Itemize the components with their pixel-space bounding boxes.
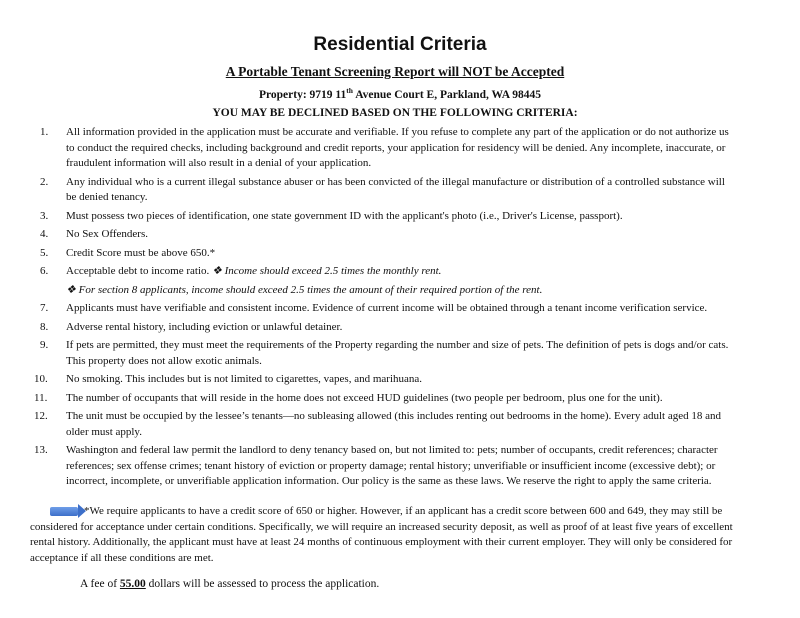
- section8-note: ❖ For section 8 applicants, income should exceed 2.5 times the amount of their required portion of the rent.: [66, 283, 543, 296]
- criteria-number: 12.: [34, 410, 48, 422]
- criteria-text: The unit must be occupied by the lessee’s tenants—no subleasing allowed (this includes renting out bedrooms in the home). Every adult aged 18 and older must apply.: [66, 410, 721, 438]
- fee-amount: 55.00: [119, 578, 146, 590]
- page-title: Residential Criteria: [313, 34, 487, 55]
- criteria-item: [0, 125, 800, 172]
- criteria-item: [0, 227, 800, 243]
- criteria-text: If pets are permitted, they must meet the requirements of the Property regarding the number and size of pets. The definition of pets is dogs and/or cats. This property does not allow exotic animals.: [66, 339, 729, 367]
- property-address: [0, 86, 800, 101]
- footnote-text: *We require applicants to have a credit score of 650 or higher. However, if an applicant has a credit score between 600 and 649, they may still be considered for acceptance under certain conditions. Specifically, we will require an increased security deposit, as well as proof of at least five years of excellent rental history. Additionally, the applicant must have at least 24 months of continuous employment with their current employer. They will only be considered for acceptance if all these conditions are met.: [30, 505, 733, 564]
- criteria-item: [0, 372, 800, 388]
- criteria-text: No Sex Offenders.: [66, 228, 148, 240]
- criteria-text: Adverse rental history, including eviction or unlawful detainer.: [66, 320, 343, 333]
- criteria-number: 11.: [34, 391, 48, 404]
- criteria-item: [0, 338, 800, 369]
- criteria-number: 8.: [40, 320, 49, 333]
- criteria-list: [0, 125, 800, 493]
- application-fee: [80, 578, 379, 590]
- criteria-number: 13.: [34, 444, 48, 456]
- criteria-item: [0, 175, 800, 206]
- property-address-suffix: Avenue Court E, Parkland, WA 98445: [352, 88, 542, 101]
- fee-prefix: A fee of: [80, 578, 120, 590]
- criteria-text: The number of occupants that will reside in the home does not exceed HUD guidelines (two people per bedroom, plus one for the unit).: [66, 391, 663, 404]
- criteria-number: 6.: [40, 265, 49, 277]
- criteria-item: [0, 409, 800, 440]
- criteria-number: 4.: [40, 228, 49, 240]
- criteria-item: [0, 301, 800, 317]
- criteria-item: [0, 391, 800, 407]
- criteria-text: Must possess two pieces of identification, one state government ID with the applicant's photo (i.e., Driver's License, passport).: [66, 209, 623, 222]
- criteria-number: 5.: [40, 246, 49, 259]
- criteria-item: [0, 246, 800, 262]
- criteria-number: 2.: [40, 175, 49, 188]
- criteria-item: [0, 209, 800, 225]
- blue-right-arrow-icon: [50, 507, 78, 516]
- criteria-text: Applicants must have verifiable and consistent income. Evidence of current income will be obtained through a tenant income verification service.: [66, 302, 708, 314]
- criteria-number: 1.: [40, 126, 49, 138]
- criteria-number: 9.: [40, 339, 49, 351]
- income-note: ❖ Income should exceed 2.5 times the monthly rent.: [212, 265, 442, 277]
- fee-suffix: dollars will be assessed to process the application.: [145, 578, 380, 590]
- criteria-item: [0, 443, 800, 490]
- criteria-text: Washington and federal law permit the landlord to deny tenancy based on, but not limited to: pets; number of occupants, credit references; character references; sex offense crimes; tenant history of eviction or property damage; rental history; unverifiable or insufficient income (excessive debt); or incorrect, incomplete, or unverifiable application information. Our policy is the same as these laws. We reserve the right to apply the same criteria.: [66, 444, 718, 487]
- criteria-text: Acceptable debt to income ratio.: [66, 265, 212, 277]
- criteria-text: Any individual who is a current illegal substance abuser or has been convicted of the illegal manufacture or distribution of a controlled substance will be denied tenancy.: [66, 175, 725, 203]
- criteria-text: Credit Score must be above 650.*: [66, 246, 216, 259]
- criteria-item: [0, 320, 800, 336]
- criteria-text: All information provided in the application must be accurate and verifiable. If you refuse to complete any part of the application or do not authorize us to conduct the required checks, including background and credit reports, your application for residency will be denied. Any incomplete, inaccurate, or fraudulent information will also result in a denial of your application.: [66, 126, 729, 169]
- declined-heading: YOU MAY BE DECLINED BASED ON THE FOLLOWING CRITERIA:: [212, 107, 578, 119]
- criteria-number: 7.: [40, 302, 49, 314]
- criteria-number: 10.: [34, 373, 48, 385]
- subtitle: A Portable Tenant Screening Report will NOT be Accepted: [225, 64, 565, 79]
- credit-score-footnote: [30, 504, 742, 566]
- property-address-prefix: Property: 9719 11: [258, 88, 347, 101]
- criteria-number: 3.: [40, 209, 49, 222]
- property-address-superscript: th: [346, 86, 353, 95]
- criteria-text: No smoking. This includes but is not limited to cigarettes, vapes, and marihuana.: [66, 373, 423, 385]
- criteria-item: [0, 264, 800, 280]
